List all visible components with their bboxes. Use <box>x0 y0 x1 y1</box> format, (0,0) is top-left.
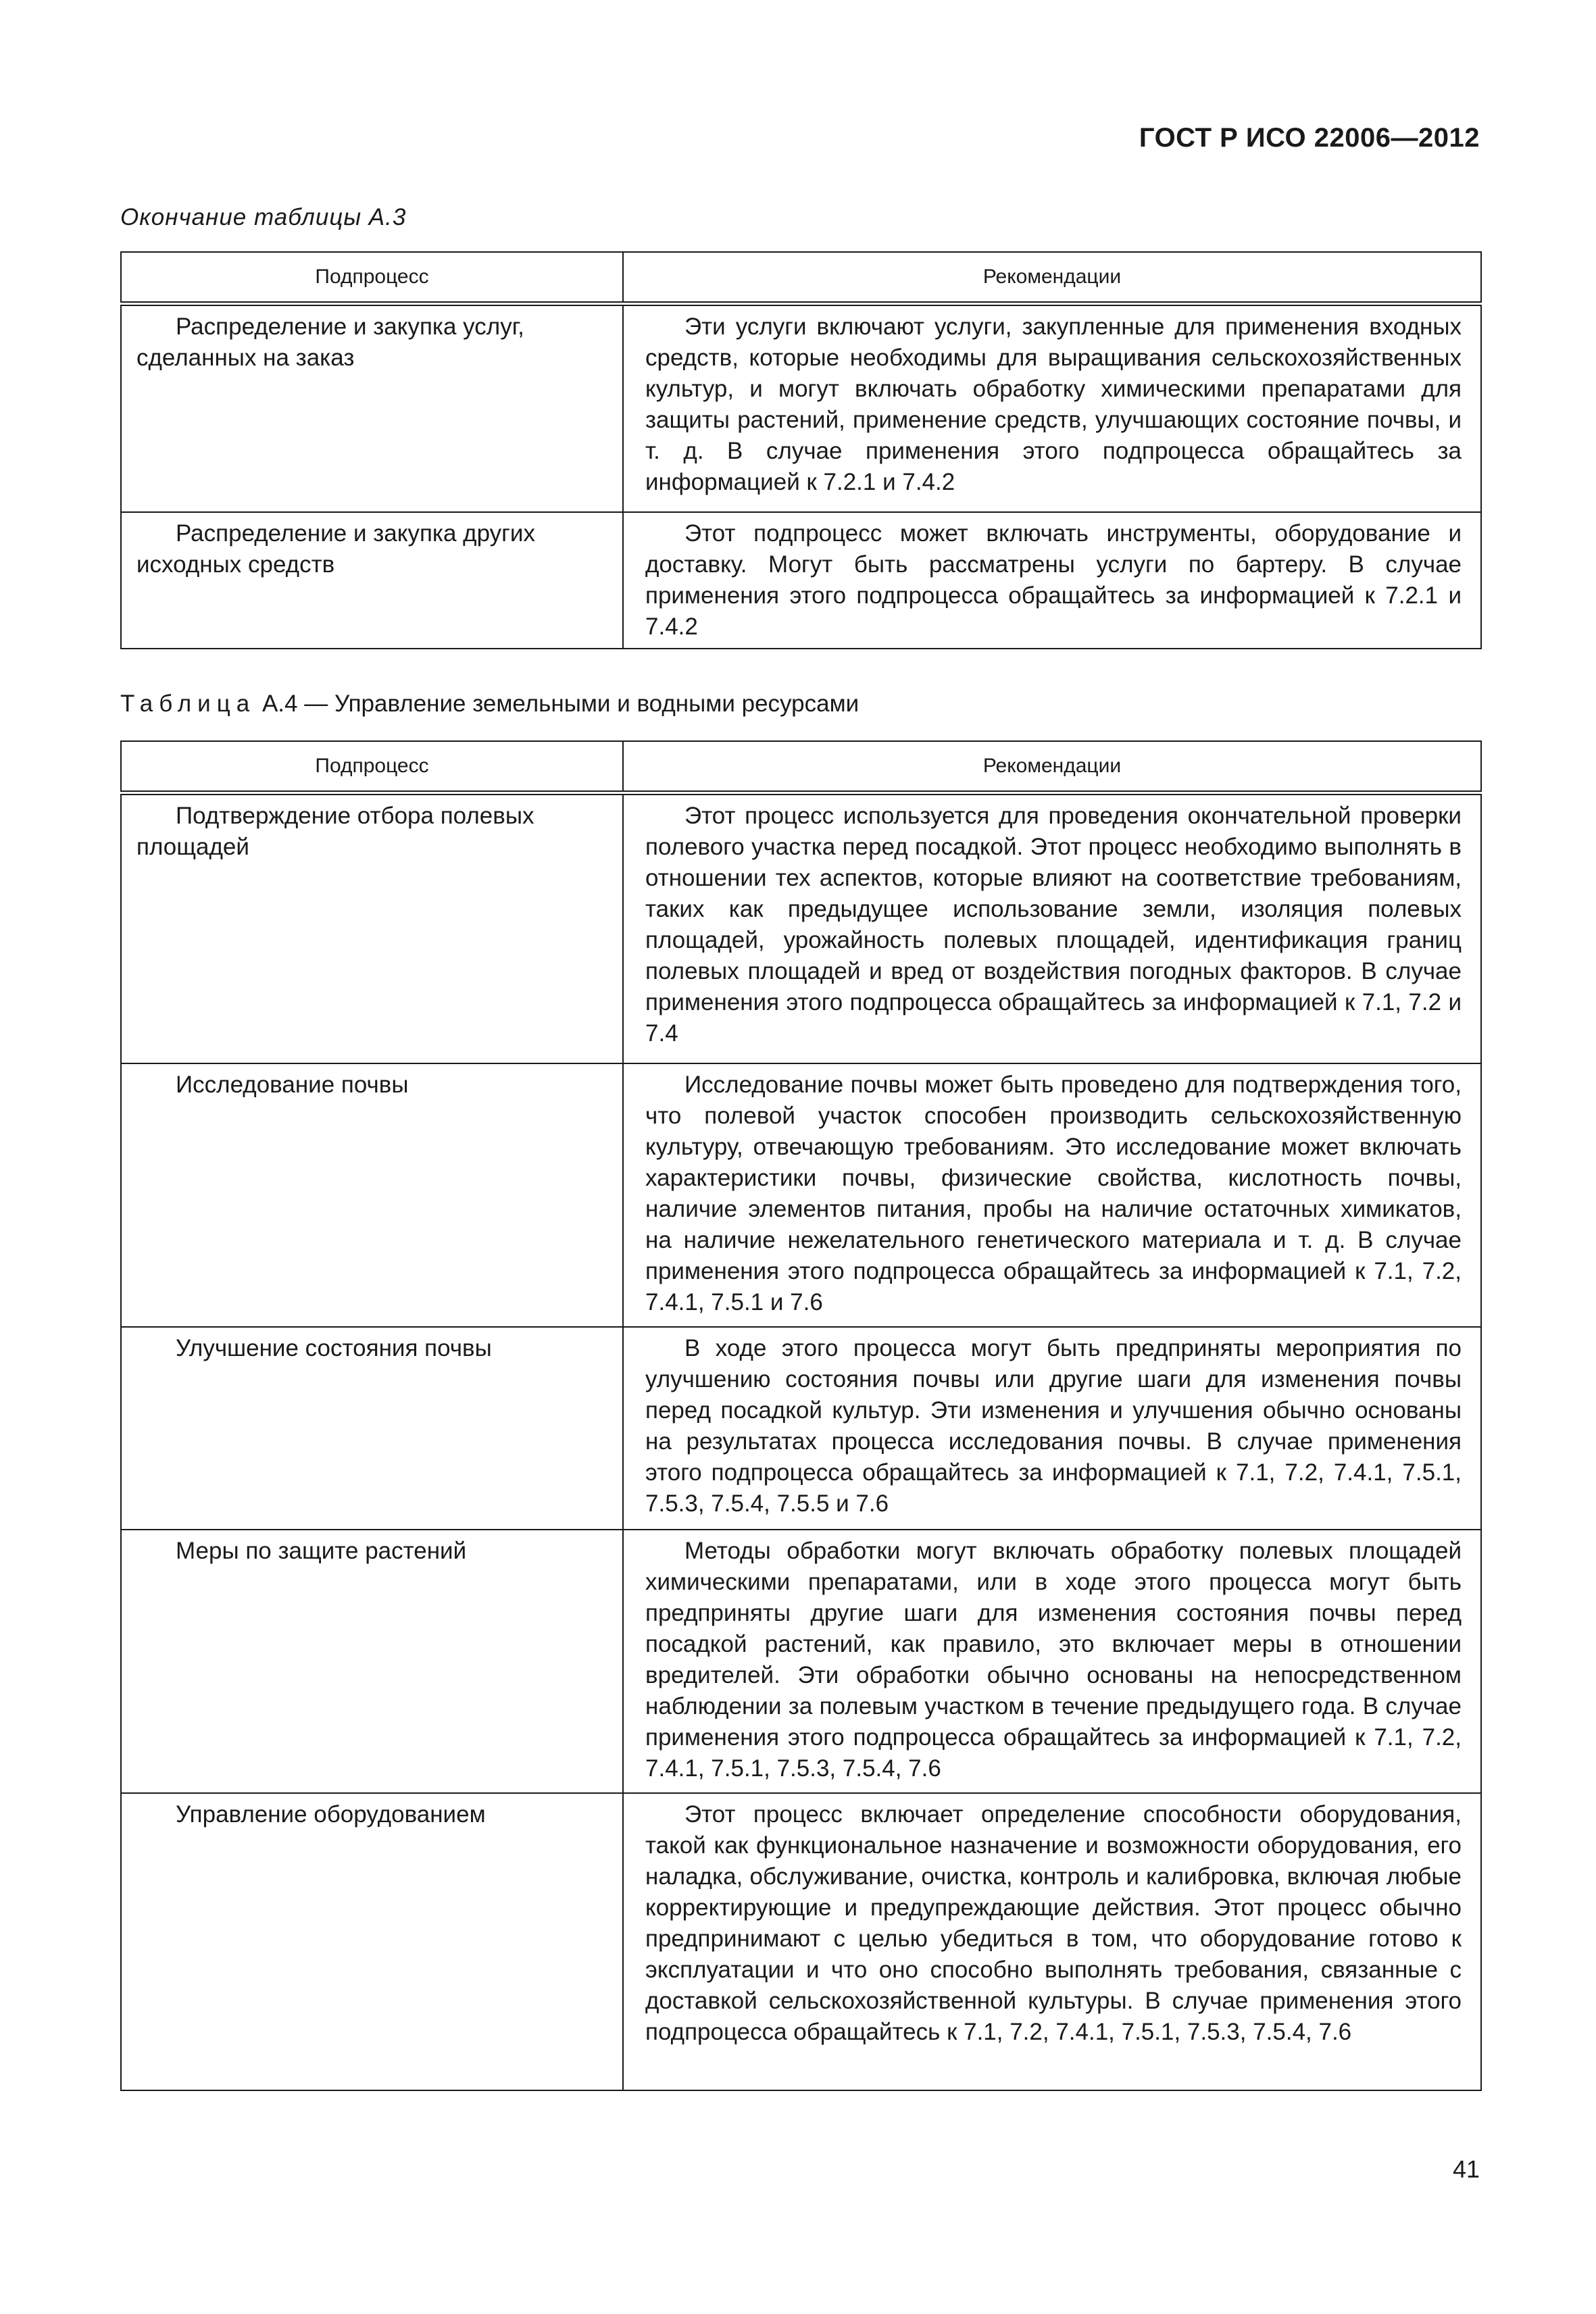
table-row <box>121 1530 1481 1793</box>
subprocess-cell: Распределение и закупка других исходных средств <box>121 512 623 649</box>
recommendation-cell: Эти услуги включают услуги, закупленные для применения входных средств, которые необходимы для выращивания сельскохозяйственных культур, и могут включать обработку химическими препаратами для защиты растений, применение средств, улучшающих состояние почвы, и т. д. В случае применения этого подпроцесса обращайтесь за информацией к 7.2.1 и 7.4.2 <box>623 304 1481 512</box>
table-row <box>121 512 1481 649</box>
subprocess-cell: Управление оборудованием <box>121 1793 623 2090</box>
subprocess-cell: Меры по защите растений <box>121 1530 623 1793</box>
table-row <box>121 304 1481 512</box>
table-a3 <box>120 251 1482 649</box>
table-a4-caption-text: А.4 — Управление земельными и водными ресурсами <box>255 690 859 717</box>
table-header-row <box>121 741 1481 793</box>
page-number: 41 <box>1452 2155 1480 2183</box>
table-row <box>121 1327 1481 1530</box>
table-row <box>121 1793 1481 2090</box>
recommendation-cell: Этот процесс используется для проведения окончательной проверки полевого участка перед посадкой. Этот процесс необходимо выполнять в отношении тех аспектов, которые влияют на соответствие требованиям, таких как предыдущее использование земли, изоляция полевых площадей, урожайность полевых площадей, идентификация границ полевых площадей и вред от воздействия погодных факторов. В случае применения этого подпроцесса обращайтесь за информацией к 7.1, 7.2 и 7.4 <box>623 793 1481 1063</box>
recommendation-cell: В ходе этого процесса могут быть предприняты мероприятия по улучшению состояния почвы или другие шаги для изменения почвы перед посадкой культур. Эти изменения и улучшения обычно основаны на результатах процесса исследования почвы. В случае применения этого подпроцесса обращайтесь за информацией к 7.1, 7.2, 7.4.1, 7.5.1, 7.5.3, 7.5.4, 7.5.5 и 7.6 <box>623 1327 1481 1530</box>
subprocess-cell: Подтверждение отбора полевых площадей <box>121 793 623 1063</box>
recommendation-cell: Исследование почвы может быть проведено для подтверждения того, что полевой участок способен производить сельскохозяйственную культуру, отвечающую требованиям. Это исследование может включать характеристики почвы, физические свойства, кислотность почвы, наличие элементов питания, пробы на наличие остаточных химикатов, на наличие нежелательного генетического материала и т. д. В случае применения этого подпроцесса обращайтесь за информацией к 7.1, 7.2, 7.4.1, 7.5.1 и 7.6 <box>623 1063 1481 1327</box>
table-row <box>121 1063 1481 1327</box>
table-a3-caption: Окончание таблицы А.3 <box>120 204 407 230</box>
column-header-recommendations: Рекомендации <box>623 741 1481 793</box>
column-header-recommendations: Рекомендации <box>623 252 1481 304</box>
column-header-subprocess: Подпроцесс <box>121 741 623 793</box>
table-a4-caption <box>120 690 859 718</box>
column-header-subprocess: Подпроцесс <box>121 252 623 304</box>
subprocess-cell: Распределение и закупка услуг, сделанных на заказ <box>121 304 623 512</box>
document-id: ГОСТ Р ИСО 22006—2012 <box>1139 123 1480 153</box>
table-header-row <box>121 252 1481 304</box>
recommendation-cell: Методы обработки могут включать обработку полевых площадей химическими препаратами, или в ходе этого процесса могут быть предприняты другие шаги для изменения состояния почвы перед посадкой растений, как правило, это включает меры в отношении вредителей. Эти обработки обычно основаны на непосредственном наблюдении за полевым участком в течение предыдущего года. В случае применения этого подпроцесса обращайтесь за информацией к 7.1, 7.2, 7.4.1, 7.5.1, 7.5.3, 7.5.4, 7.6 <box>623 1530 1481 1793</box>
recommendation-cell: Этот процесс включает определение способности оборудования, такой как функциональное назначение и возможности оборудования, его наладка, обслуживание, очистка, контроль и калибровка, включая любые корректирующие и предупреждающие действия. Этот процесс обычно предпринимают с целью убедиться в том, что оборудование готово к эксплуатации и что оно способно выполнять требования, связанные с доставкой сельскохозяйственной культуры. В случае применения этого подпроцесса обращайтесь к 7.1, 7.2, 7.4.1, 7.5.1, 7.5.3, 7.5.4, 7.6 <box>623 1793 1481 2090</box>
table-a4-caption-prefix: Таблица <box>120 690 256 717</box>
subprocess-cell: Исследование почвы <box>121 1063 623 1327</box>
table-row <box>121 793 1481 1063</box>
subprocess-cell: Улучшение состояния почвы <box>121 1327 623 1530</box>
recommendation-cell: Этот подпроцесс может включать инструменты, оборудование и доставку. Могут быть рассматрены услуги по бартеру. В случае применения этого подпроцесса обращайтесь за информацией к 7.2.1 и 7.4.2 <box>623 512 1481 649</box>
table-a4 <box>120 740 1482 2091</box>
